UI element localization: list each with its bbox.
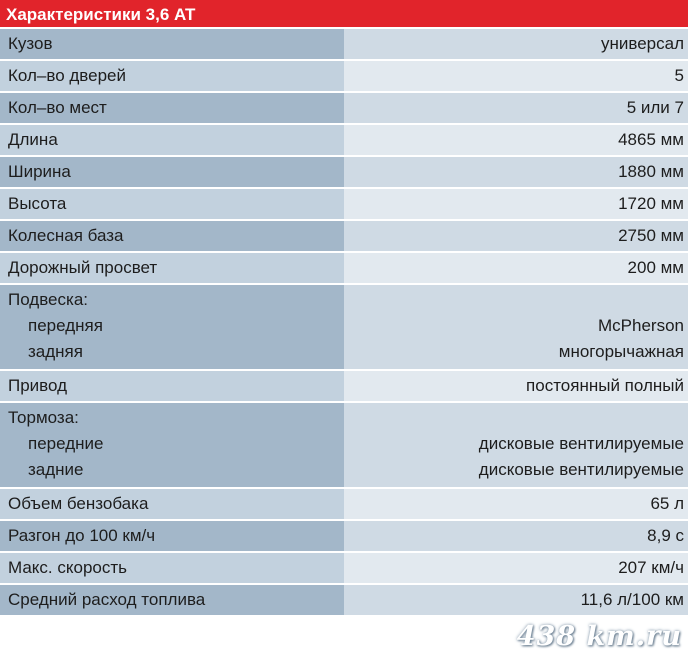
spec-row-body-type (0, 29, 688, 61)
spec-label: Макс. скорость (8, 558, 128, 577)
site-watermark: 438 km.ru (516, 621, 682, 652)
spec-value: 2750 мм (618, 226, 684, 245)
spec-label: Разгон до 100 км/ч (8, 526, 156, 545)
spec-row-acceleration (0, 521, 688, 553)
spec-value: 5 (674, 66, 684, 85)
spec-row-height (0, 189, 688, 221)
specs-table (0, 29, 688, 617)
spec-label: Тормоза: (8, 408, 79, 427)
spec-row-ground-clearance (0, 253, 688, 285)
spec-value: 1720 мм (618, 194, 684, 213)
spec-label: Подвеска: (8, 290, 89, 309)
spec-value-rear: многорычажная (558, 342, 684, 361)
spec-value-front: дисковые вентилируемые (478, 434, 684, 453)
table-title-bar (0, 0, 688, 29)
spec-row-fuel-consumption (0, 585, 688, 617)
spec-value-blank (344, 405, 684, 431)
spec-row-top-speed (0, 553, 688, 585)
spec-sublabel-front: передние (28, 434, 104, 453)
spec-label: Колесная база (8, 226, 124, 245)
spec-value: 1880 мм (618, 162, 684, 181)
spec-row-fuel-tank (0, 489, 688, 521)
spec-row-length (0, 125, 688, 157)
spec-value: 5 или 7 (626, 98, 684, 117)
spec-label: Кузов (8, 34, 53, 53)
spec-value: постоянный полный (526, 376, 684, 395)
spec-label: Кол–во дверей (8, 66, 126, 85)
spec-value: 207 км/ч (618, 558, 684, 577)
spec-row-doors (0, 61, 688, 93)
spec-label: Высота (8, 194, 67, 213)
spec-value-blank (344, 287, 684, 313)
spec-value: 4865 мм (618, 130, 684, 149)
spec-sublabel-rear: задняя (28, 342, 83, 361)
spec-label: Объем бензобака (8, 494, 149, 513)
spec-value: универсал (600, 34, 684, 53)
spec-label: Привод (8, 376, 68, 395)
spec-row-drive (0, 371, 688, 403)
spec-label: Длина (8, 130, 58, 149)
spec-row-brakes (0, 403, 688, 489)
spec-value: 8,9 с (647, 526, 684, 545)
spec-row-seats (0, 93, 688, 125)
spec-row-suspension (0, 285, 688, 371)
spec-label: Кол–во мест (8, 98, 107, 117)
spec-value: 11,6 л/100 км (580, 590, 684, 609)
spec-value-front: McPherson (598, 316, 684, 335)
spec-label: Ширина (8, 162, 71, 181)
spec-label: Средний расход топлива (8, 590, 206, 609)
spec-row-wheelbase (0, 221, 688, 253)
spec-value: 65 л (650, 494, 684, 513)
spec-label: Дорожный просвет (8, 258, 158, 277)
spec-value: 200 мм (627, 258, 684, 277)
spec-sublabel-rear: задние (28, 460, 84, 479)
spec-sublabel-front: передняя (28, 316, 103, 335)
spec-value-rear: дисковые вентилируемые (478, 460, 684, 479)
table-title: Характеристики 3,6 AT (6, 5, 196, 24)
spec-row-width (0, 157, 688, 189)
